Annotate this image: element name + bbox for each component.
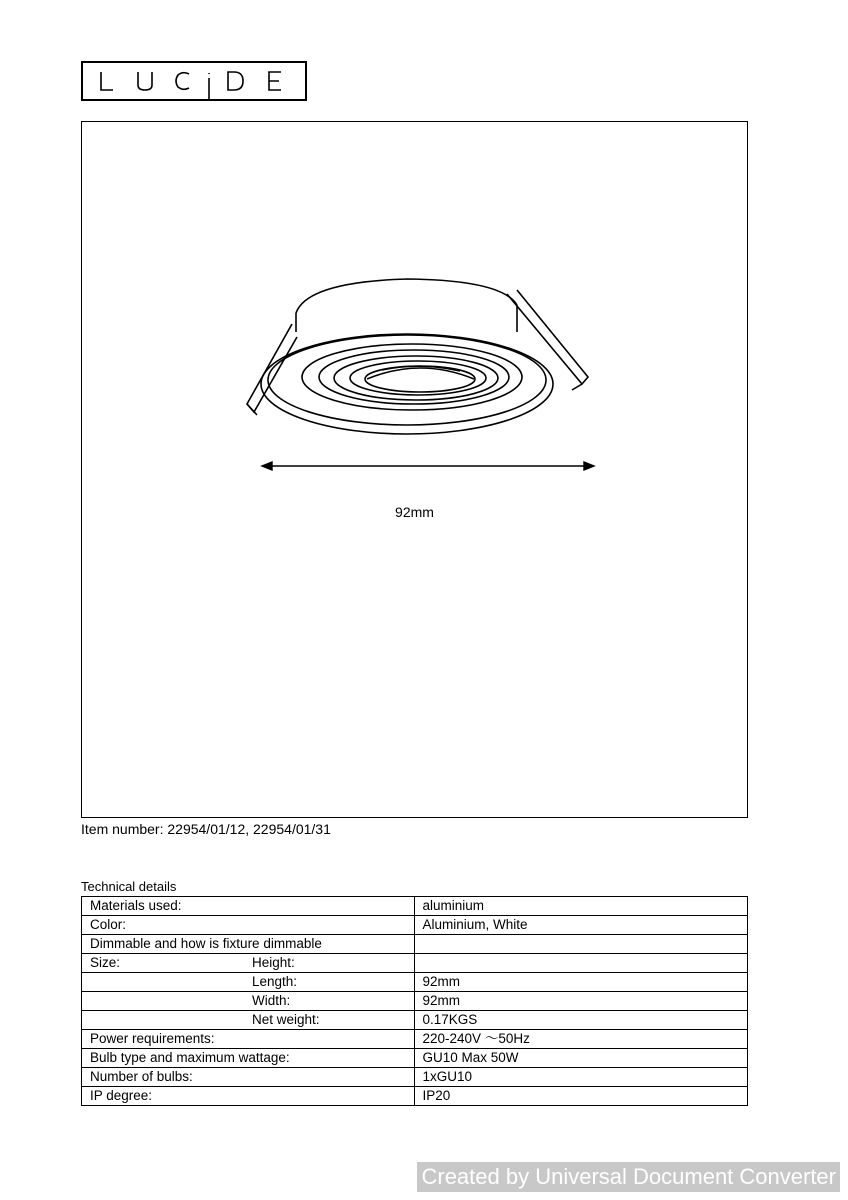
technical-details-table	[81, 896, 748, 1106]
table-row	[82, 954, 748, 973]
spec-sublabel: Height:	[252, 955, 295, 970]
spec-value: 220-240V ～50Hz	[414, 1030, 747, 1049]
spec-label-cell	[82, 1087, 415, 1106]
table-row	[82, 916, 748, 935]
spec-label-cell	[82, 973, 415, 992]
product-drawing-frame	[81, 121, 748, 818]
downlight-line-drawing	[82, 122, 747, 817]
lucide-logo	[81, 61, 307, 101]
spec-value: 92mm	[414, 973, 747, 992]
spec-label-cell	[82, 1049, 415, 1068]
table-row	[82, 973, 748, 992]
spec-value	[414, 954, 747, 973]
spec-label-cell	[82, 897, 415, 916]
spec-value: 1xGU10	[414, 1068, 747, 1087]
spec-label: Dimmable and how is fixture dimmable	[90, 936, 322, 951]
dimension-label: 92mm	[395, 504, 434, 520]
table-row	[82, 1049, 748, 1068]
spec-label-cell	[82, 935, 415, 954]
spec-value: Aluminium, White	[414, 916, 747, 935]
item-number-label: Item number:	[81, 821, 164, 837]
spec-value: 0.17KGS	[414, 1011, 747, 1030]
spec-sublabel: Width:	[252, 993, 291, 1008]
table-row	[82, 1068, 748, 1087]
spec-label: IP degree:	[90, 1088, 153, 1103]
spec-label: Bulb type and maximum wattage:	[90, 1050, 290, 1065]
spec-label-cell	[82, 916, 415, 935]
spec-sublabel: Net weight:	[252, 1012, 320, 1027]
table-row	[82, 897, 748, 916]
item-number-value: 22954/01/12, 22954/01/31	[167, 821, 331, 837]
spec-label: Number of bulbs:	[90, 1069, 193, 1084]
spec-label: Color:	[90, 917, 127, 932]
spec-value: 92mm	[414, 992, 747, 1011]
table-row	[82, 1087, 748, 1106]
spec-label-cell	[82, 1011, 415, 1030]
watermark: Created by Universal Document Converter	[417, 1162, 840, 1192]
table-row	[82, 935, 748, 954]
spec-value	[414, 935, 747, 954]
table-row	[82, 1030, 748, 1049]
spec-value: GU10 Max 50W	[414, 1049, 747, 1068]
spec-label: Power requirements:	[90, 1031, 215, 1046]
spec-label-cell	[82, 954, 415, 973]
table-row	[82, 1011, 748, 1030]
spec-label: Materials used:	[90, 898, 182, 913]
spec-label-cell	[82, 992, 415, 1011]
item-number	[81, 821, 331, 837]
spec-value: IP20	[414, 1087, 747, 1106]
spec-label-cell	[82, 1030, 415, 1049]
technical-details-title: Technical details	[81, 879, 177, 894]
spec-sublabel: Length:	[252, 974, 298, 989]
spec-label: Size:	[90, 955, 121, 970]
lucide-logo-mark	[83, 63, 305, 99]
spec-value: aluminium	[414, 897, 747, 916]
spec-label-cell	[82, 1068, 415, 1087]
table-row	[82, 992, 748, 1011]
